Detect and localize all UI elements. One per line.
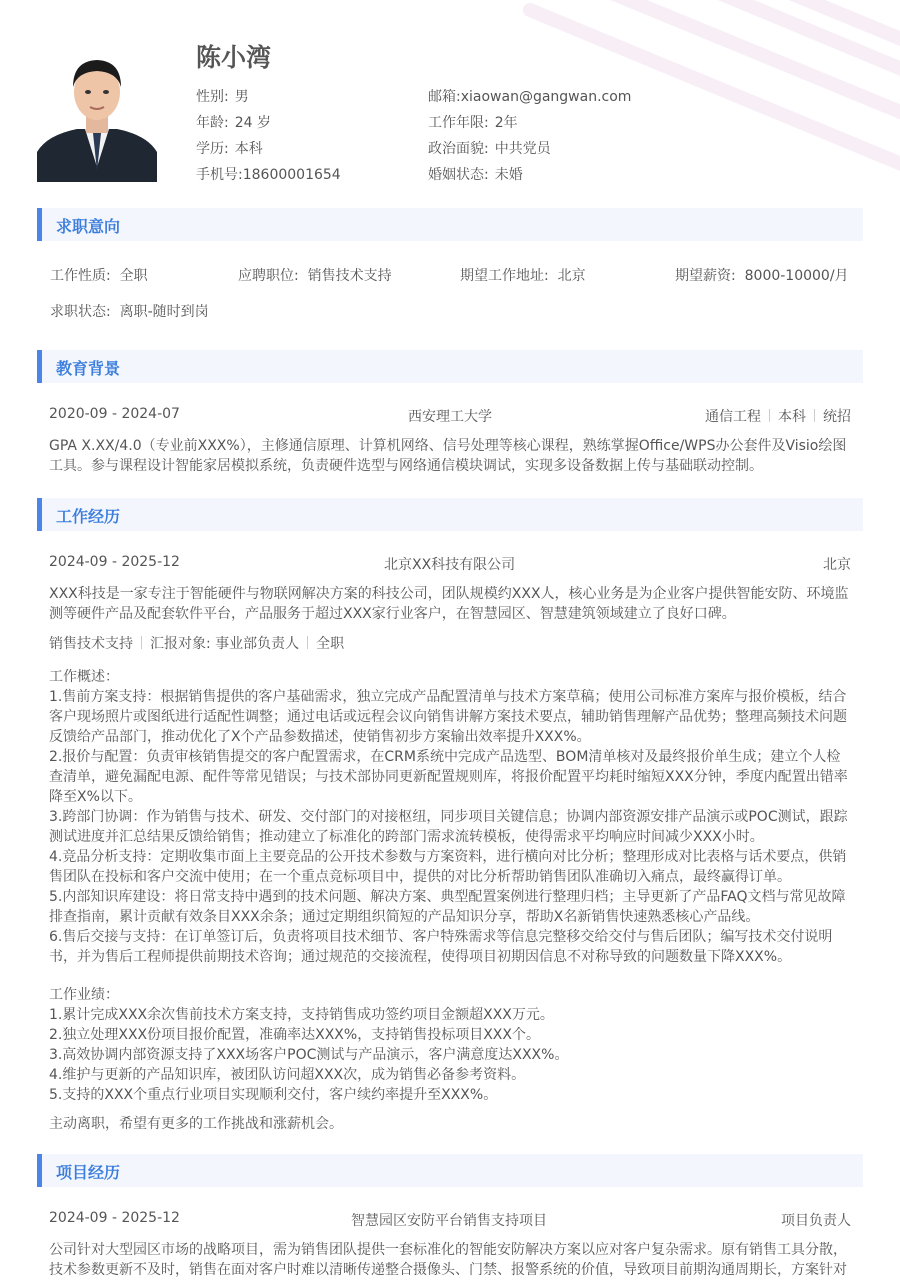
section-project-title xyxy=(37,1154,863,1187)
work-city: 北京 xyxy=(823,557,851,573)
work-overview-line: 查清单，避免漏配电源、配件等常见错误；与技术部协同更新配置规则库，将报价配置平均耗时缩短XXX分钟，季度内配置出错率 xyxy=(49,769,848,785)
intent-position xyxy=(238,265,392,285)
education-desc-line: 工具。参与课程设计智能家居模拟系统，负责硬件选型与网络通信模块调试，实现多设备数据上传与基础联动控制。 xyxy=(49,458,763,474)
phone-label: 手机号: xyxy=(196,167,243,183)
education-description xyxy=(49,436,855,476)
work-perf-line: 4.维护与更新的产品知识库，被团队访问超XXX次，成为销售必备参考资料。 xyxy=(49,1067,526,1083)
work-company: 北京XX科技有限公司 xyxy=(384,557,516,573)
work-overview-line: 反馈给产品部门，推动优化了X个产品参数描述，使销售初步方案输出效率提升XXX%。 xyxy=(49,729,591,745)
email-label: 邮箱: xyxy=(428,89,461,105)
education-level-field xyxy=(196,138,263,158)
work-overview-line: 4.竞品分析支持：定期收集市面上主要竞品的公开技术参数与方案资料，进行横向对比分析；整理形成对比表格与话术要点，供销 xyxy=(49,849,847,865)
divider xyxy=(307,636,308,649)
years-field xyxy=(428,112,518,132)
phone-field xyxy=(196,164,341,184)
intent-city-value: 北京 xyxy=(557,268,586,284)
years-value: 2年 xyxy=(494,115,518,131)
political-field xyxy=(428,138,551,158)
section-education-title xyxy=(37,350,863,383)
work-leave-reason: 主动离职，希望有更多的工作挑战和涨薪机会。 xyxy=(49,1116,343,1132)
intent-salary xyxy=(675,265,849,285)
education-school: 西安理工大学 xyxy=(408,409,492,425)
age-label: 年龄: xyxy=(196,115,229,131)
intent-type xyxy=(50,265,148,285)
project-date: 2024-09 - 2025-12 xyxy=(49,1210,180,1226)
work-perf-line: 5.支持的XXX个重点行业项目实现顺利交付，客户续约率提升至XXX%。 xyxy=(49,1087,498,1103)
work-perf-line: 2.独立处理XXX份项目报价配置，准确率达XXX%，支持销售投标项目XXX个。 xyxy=(49,1027,540,1043)
education-details xyxy=(705,406,851,426)
work-overview-line: 5.内部知识库建设：将日常支持中遇到的技术问题、解决方案、典型配置案例进行整理归档；主导更新了产品FAQ文档与常见故障 xyxy=(49,889,846,905)
work-perf-line: 3.高效协调内部资源支持了XXX场客户POC测试与产品演示，客户满意度达XXX%。 xyxy=(49,1047,569,1063)
work-date: 2024-09 - 2025-12 xyxy=(49,554,180,570)
work-overview-line: 降至X%以下。 xyxy=(49,789,142,805)
work-overview-line: 3.跨部门协调：作为销售与技术、研发、交付部门的对接枢纽，同步项目关键信息；协调内部资源安排产品演示或POC测试，跟踪 xyxy=(49,809,848,825)
divider xyxy=(814,409,815,422)
work-role-line xyxy=(49,633,344,653)
project-role: 项目负责人 xyxy=(781,1213,851,1229)
work-perf-line: 1.累计完成XXX余次售前技术方案支持，支持销售成功签约项目金额超XXX万元。 xyxy=(49,1007,554,1023)
intent-type-label: 工作性质: xyxy=(50,268,111,284)
gender-label: 性别: xyxy=(196,89,229,105)
education-degree: 本科 xyxy=(778,409,806,425)
work-performance xyxy=(49,985,855,1105)
political-label: 政治面貌: xyxy=(428,141,489,157)
work-role: 销售技术支持 xyxy=(49,636,133,652)
project-name: 智慧园区安防平台销售支持项目 xyxy=(351,1213,547,1229)
work-overview-line: 售团队在投标和客户交流中使用；在一个重点竞标项目中，提供的对比分析帮助销售团队准确切入痛点，最终赢得订单。 xyxy=(49,869,791,885)
education-major: 通信工程 xyxy=(705,409,761,425)
email-value[interactable]: xiaowan@gangwan.com xyxy=(460,89,632,105)
intent-city-label: 期望工作地址: xyxy=(460,268,549,284)
marital-field xyxy=(428,164,523,184)
project-desc-line: 技术参数更新不及时，销售在面对客户时难以清晰传递整合摄像头、门禁、报警系统的价值，导致项目前期沟通周期长，方案针对 xyxy=(49,1262,847,1278)
divider xyxy=(769,409,770,422)
age-value: 24 岁 xyxy=(234,115,271,131)
edu-label: 学历: xyxy=(196,141,229,157)
work-overview-line: 工作概述： xyxy=(49,669,119,685)
profile-header xyxy=(0,0,900,200)
intent-salary-label: 期望薪资: xyxy=(675,268,736,284)
work-overview-line: 排查指南，累计贡献有效条目XXX余条；通过定期组织简短的产品知识分享，帮助X名新销售快速熟悉核心产品线。 xyxy=(49,909,760,925)
work-perf-line: 工作业绩： xyxy=(49,987,119,1003)
section-work-heading: 工作经历 xyxy=(56,507,121,526)
work-overview-line: 书，并为售后工程师提供前期技术咨询；通过规范的交接流程，使得项目初期因信息不对称导致的问题数量下降XXX%。 xyxy=(49,949,792,965)
intent-city xyxy=(460,265,586,285)
phone-value[interactable]: 18600001654 xyxy=(242,167,341,183)
education-mode: 统招 xyxy=(823,409,851,425)
intent-status xyxy=(50,301,209,321)
work-company-intro xyxy=(49,584,855,624)
section-project-heading: 项目经历 xyxy=(56,1163,121,1182)
section-intent-title xyxy=(37,208,863,241)
project-description xyxy=(49,1240,855,1280)
edu-value: 本科 xyxy=(234,141,263,157)
project-desc-line: 公司针对大型园区市场的战略项目，需为销售团队提供一套标准化的智能安防解决方案以应对客户复杂需求。原有销售工具分散， xyxy=(49,1242,847,1258)
education-desc-line: GPA X.XX/4.0（专业前XXX%），主修通信原理、计算机网络、信号处理等核心课程，熟练掌握Office/WPS办公套件及Visio绘图 xyxy=(49,438,847,454)
marital-label: 婚姻状态: xyxy=(428,167,489,183)
section-work-title xyxy=(37,498,863,531)
education-date: 2020-09 - 2024-07 xyxy=(49,406,180,422)
work-overview-line: 测试进度并汇总结果反馈给销售；推动建立了标准化的跨部门需求流转模板，使得需求平均响应时间减少XXX小时。 xyxy=(49,829,764,845)
work-overview-line: 2.报价与配置：负责审核销售提交的客户配置需求，在CRM系统中完成产品选型、BOM清单核对及最终报价单生成；建立个人检 xyxy=(49,749,841,765)
political-value: 中共党员 xyxy=(494,141,551,157)
intent-salary-value: 8000-10000/月 xyxy=(744,268,849,284)
profile-photo xyxy=(37,47,157,182)
section-intent-heading: 求职意向 xyxy=(56,217,121,236)
years-label: 工作年限: xyxy=(428,115,489,131)
age-field xyxy=(196,112,271,132)
intent-type-value: 全职 xyxy=(119,268,148,284)
work-intro-line: 测等硬件产品及配套软件平台，产品服务于超过XXX家行业客户，在智慧园区、智慧建筑领域建立了良好口碑。 xyxy=(49,606,736,622)
gender-field xyxy=(196,86,249,106)
intent-status-label: 求职状态: xyxy=(50,304,111,320)
divider xyxy=(141,636,142,649)
work-overview-line: 6.售后交接与支持：在订单签订后，负责将项目技术细节、客户特殊需求等信息完整移交给交付与售后团队；编写技术交付说明 xyxy=(49,929,833,945)
marital-value: 未婚 xyxy=(494,167,523,183)
email-field xyxy=(428,86,631,106)
work-jobtype: 全职 xyxy=(316,636,345,652)
intent-position-value: 销售技术支持 xyxy=(307,268,392,284)
intent-status-value: 离职-随时到岗 xyxy=(119,304,209,320)
work-report: 汇报对象: 事业部负责人 xyxy=(150,636,300,652)
work-overview-line: 1.售前方案支持：根据销售提供的客户基础需求，独立完成产品配置清单与技术方案草稿；使用公司标准方案库与报价模板，结合 xyxy=(49,689,847,705)
intent-position-label: 应聘职位: xyxy=(238,268,299,284)
candidate-name: 陈小湾 xyxy=(196,43,272,72)
gender-value: 男 xyxy=(234,89,249,105)
work-overview xyxy=(49,667,855,967)
section-education-heading: 教育背景 xyxy=(56,359,121,378)
work-overview-line: 客户现场照片或图纸进行适配性调整；通过电话或远程会议向销售讲解方案技术要点，辅助销售理解产品优势；整理高频技术问题 xyxy=(49,709,847,725)
work-intro-line: XXX科技是一家专注于智能硬件与物联网解决方案的科技公司，团队规模约XXX人，核心业务是为企业客户提供智能安防、环境监 xyxy=(49,586,849,602)
